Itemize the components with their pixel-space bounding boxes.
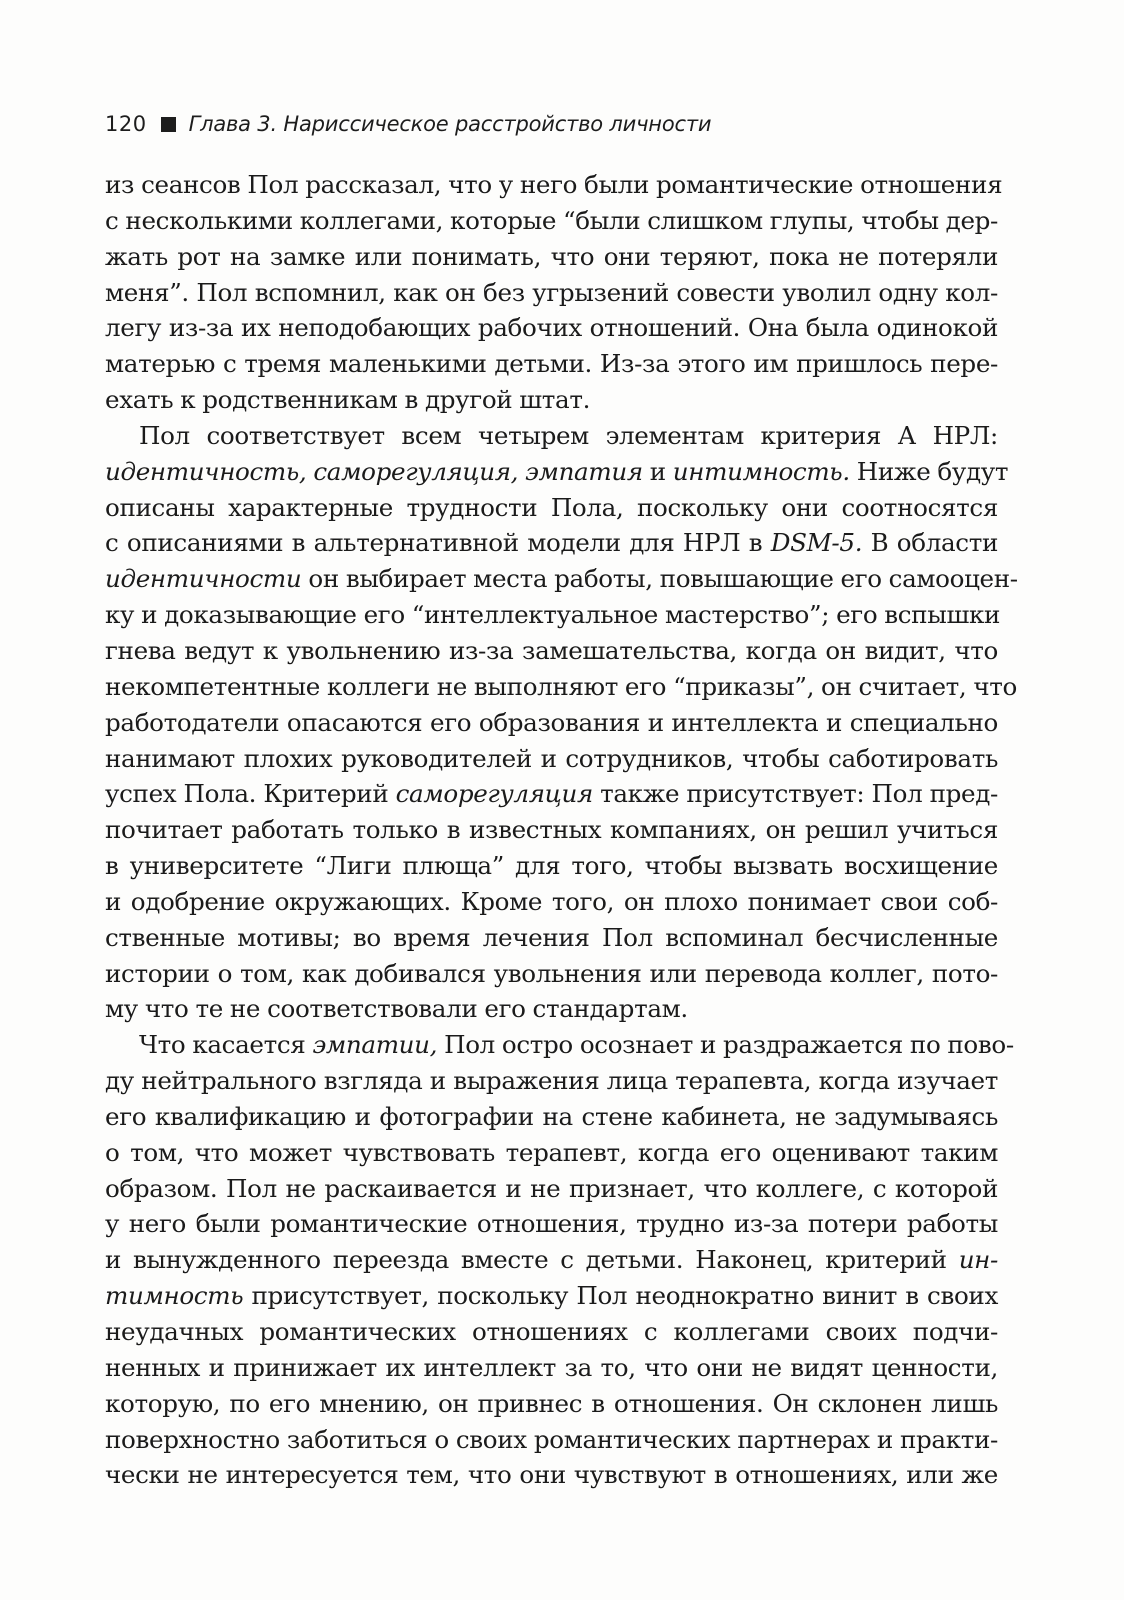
text-line <box>105 920 998 956</box>
text-line <box>105 310 998 346</box>
text-line <box>105 1206 998 1242</box>
text-line <box>105 597 1001 633</box>
text-run: которую, по его мнению, он привнес в отношения. Он склонен лишь <box>105 1388 998 1418</box>
text-run: матерью с тремя маленькими детьми. Из-за этого им пришлось пере- <box>105 349 998 379</box>
page-number: 120 <box>105 112 147 136</box>
text-line <box>105 1422 998 1458</box>
italic-term: идентичность, саморегуляция, эмпатия <box>105 456 643 486</box>
text-line <box>105 525 998 561</box>
text-line <box>105 956 998 992</box>
text-line <box>105 167 1003 203</box>
text-line <box>105 1135 998 1171</box>
text-run: ку и доказывающие его “интеллектуальное мастерство”; его вспышки <box>105 600 1001 630</box>
text-run: некомпетентные коллеги не выполняют его “приказы”, он считает, что <box>105 671 1017 701</box>
text-line <box>105 1242 998 1278</box>
text-run: легу из-за их неподобающих рабочих отношений. Она была одинокой <box>105 313 998 343</box>
text-line <box>105 561 1018 597</box>
text-line <box>105 1027 1014 1063</box>
text-run: неудачных романтических отношениях с коллегами своих подчи- <box>105 1317 998 1346</box>
text-line <box>105 1063 998 1099</box>
text-run: Пол остро осознает и раздражается по пово- <box>437 1030 1014 1060</box>
text-run: в университете “Лиги плюща” для того, чтобы вызвать восхищение <box>105 851 998 881</box>
text-line <box>105 1099 998 1135</box>
text-line <box>105 275 998 311</box>
text-run: и одобрение окружающих. Кроме того, он плохо понимает свои соб- <box>105 886 998 916</box>
text-run: работодатели опасаются его образования и интеллекта и специально <box>105 707 998 737</box>
text-line <box>105 741 998 777</box>
text-run: чески не интересуется тем, что они чувствуют в отношениях, или же <box>105 1460 998 1490</box>
text-run: Ниже будут <box>849 456 1009 486</box>
text-run: у него были романтические отношения, трудно из-за потери работы <box>105 1209 998 1239</box>
italic-term: идентичности <box>105 564 302 594</box>
text-line <box>105 1278 998 1314</box>
paragraph <box>105 167 1003 418</box>
text-line <box>105 382 998 418</box>
text-run: истории о том, как добивался увольнения или перевода коллег, пото- <box>105 958 998 988</box>
italic-term: DSM-5. <box>770 528 863 558</box>
italic-term: тимность <box>105 1281 244 1311</box>
running-head <box>105 104 711 144</box>
text-run: Что касается <box>139 1030 313 1060</box>
text-run: образом. Пол не раскаивается и не признает, что коллеге, с которой <box>105 1173 998 1203</box>
text-run: ственные мотивы; во время лечения Пол вспоминал бесчисленные <box>105 922 998 952</box>
text-line <box>105 1457 998 1493</box>
text-line <box>105 346 998 382</box>
text-run: нанимают плохих руководителей и сотрудников, чтобы саботировать <box>105 743 998 773</box>
text-run: жать рот на замке или понимать, что они теряют, пока не потеряли <box>105 241 998 271</box>
text-line <box>105 203 998 239</box>
text-run: ненных и принижает их интеллект за то, что они не видят ценности, <box>105 1352 998 1382</box>
text-line <box>105 454 1009 490</box>
paragraph <box>105 418 1018 1027</box>
italic-term: интимность. <box>672 456 850 486</box>
text-line <box>105 848 998 884</box>
text-line <box>105 669 1017 705</box>
text-run: о том, что может чувствовать терапевт, когда его оценивают таким <box>105 1137 998 1167</box>
text-line <box>105 239 998 275</box>
text-line <box>105 1171 998 1207</box>
italic-term: эмпатии, <box>312 1030 438 1060</box>
text-line <box>105 1314 998 1350</box>
text-run: меня”. Пол вспомнил, как он без угрызений совести уволил одну кол- <box>105 277 998 307</box>
text-run: и вынужденного переезда вместе с детьми. Наконец, критерий <box>105 1245 959 1275</box>
text-run: В области <box>862 528 999 558</box>
text-line <box>105 812 998 848</box>
text-run: и <box>642 456 673 486</box>
chapter-title: Глава 3. Нариссическое расстройство личности <box>188 112 712 136</box>
text-run: с несколькими коллегами, которые “были слишком глупы, чтобы дер- <box>105 205 998 235</box>
text-line <box>105 418 998 454</box>
text-line <box>105 490 998 526</box>
italic-term: ин- <box>958 1245 998 1275</box>
text-run: присутствует, поскольку Пол неоднократно винит в своих <box>243 1281 998 1311</box>
text-run: ду нейтрального взгляда и выражения лица терапевта, когда изучает <box>105 1066 998 1096</box>
text-run: из сеансов Пол рассказал, что у него были романтические отношения <box>105 170 1003 199</box>
text-line <box>105 884 998 920</box>
text-run: гнева ведут к увольнению из-за замешательства, когда он видит, что <box>105 635 998 665</box>
text-run: также присутствует: Пол пред- <box>592 779 998 809</box>
text-line <box>105 633 998 669</box>
body-text <box>105 167 1018 1493</box>
text-run: Пол соответствует всем четырем элементам критерия А НРЛ: <box>139 420 998 450</box>
text-run: успех Пола. Критерий <box>105 779 396 809</box>
text-run: ехать к родственникам в другой штат. <box>105 385 591 415</box>
text-run: с описаниями в альтернативной модели для НРЛ в <box>105 528 771 558</box>
square-bullet-icon <box>161 117 176 132</box>
text-run: он выбирает места работы, повышающие его самооцен- <box>301 564 1018 594</box>
text-run: му что те не соответствовали его стандартам. <box>105 994 688 1024</box>
text-run: его квалификацию и фотографии на стене кабинета, не задумываясь <box>105 1101 998 1131</box>
text-run: поверхностно заботиться о своих романтических партнерах и практи- <box>105 1424 998 1454</box>
text-run: почитает работать только в известных компаниях, он решил учиться <box>105 815 998 845</box>
text-line <box>105 1350 998 1386</box>
italic-term: саморегуляция <box>395 779 593 809</box>
paragraph <box>105 1027 1014 1493</box>
text-line <box>105 705 998 741</box>
text-line <box>105 1386 998 1422</box>
text-run: описаны характерные трудности Пола, поскольку они соотносятся <box>105 492 998 522</box>
text-line <box>105 991 998 1027</box>
text-line <box>105 776 998 812</box>
